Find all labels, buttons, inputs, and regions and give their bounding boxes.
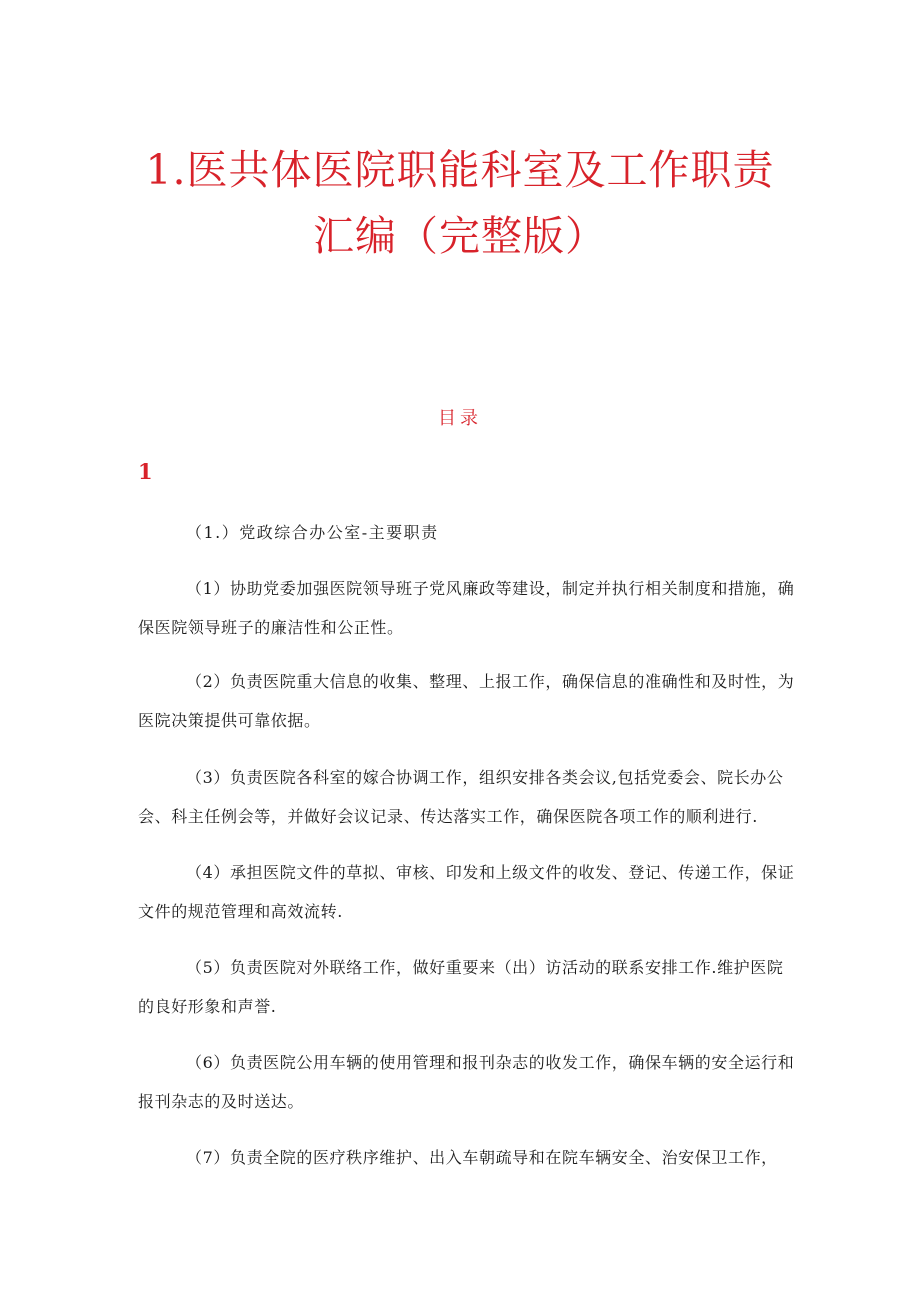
section-heading: （1.）党政综合办公室-主要职责: [186, 523, 439, 542]
duty-paragraph: （6）负责医院公用车辆的使用管理和报刊杂志的收发工作，确保车辆的安全运行和报刊杂志的及时送达。: [138, 1053, 795, 1111]
duty-paragraph: （5）负责医院对外联络工作，做好重要来（出）访活动的联系安排工作.维护医院的良好形象和声誉.: [138, 958, 784, 1016]
duty-paragraph: （3）负责医院各科室的嫁合协调工作，组织安排各类会议,包括党委会、院长办公会、科主任例会等，并做好会议记录、传达落实工作，确保医院各项工作的顺利进行.: [138, 768, 784, 826]
duty-paragraph: （1）协助党委加强医院领导班子党风廉政等建设，制定并执行相关制度和措施，确保医院领导班子的廉洁性和公正性。: [138, 579, 795, 637]
document-title-line-2: 汇编（完整版）: [313, 212, 607, 260]
duty-paragraph: （2）负责医院重大信息的收集、整理、上报工作，确保信息的准确性和及时性，为医院决策提供可靠依据。: [138, 672, 795, 730]
document-title-line-1: 1.医共体医院职能科室及工作职责: [145, 146, 775, 194]
table-of-contents-label: 目录: [438, 408, 482, 429]
chapter-number: 1: [138, 459, 153, 484]
duty-paragraph: （7）负责全院的医疗秩序维护、出入车朝疏导和在院车辆安全、治安保卫工作，: [186, 1148, 778, 1167]
duty-paragraph: （4）承担医院文件的草拟、审核、印发和上级文件的收发、登记、传递工作，保证文件的规范管理和高效流转.: [138, 863, 795, 921]
